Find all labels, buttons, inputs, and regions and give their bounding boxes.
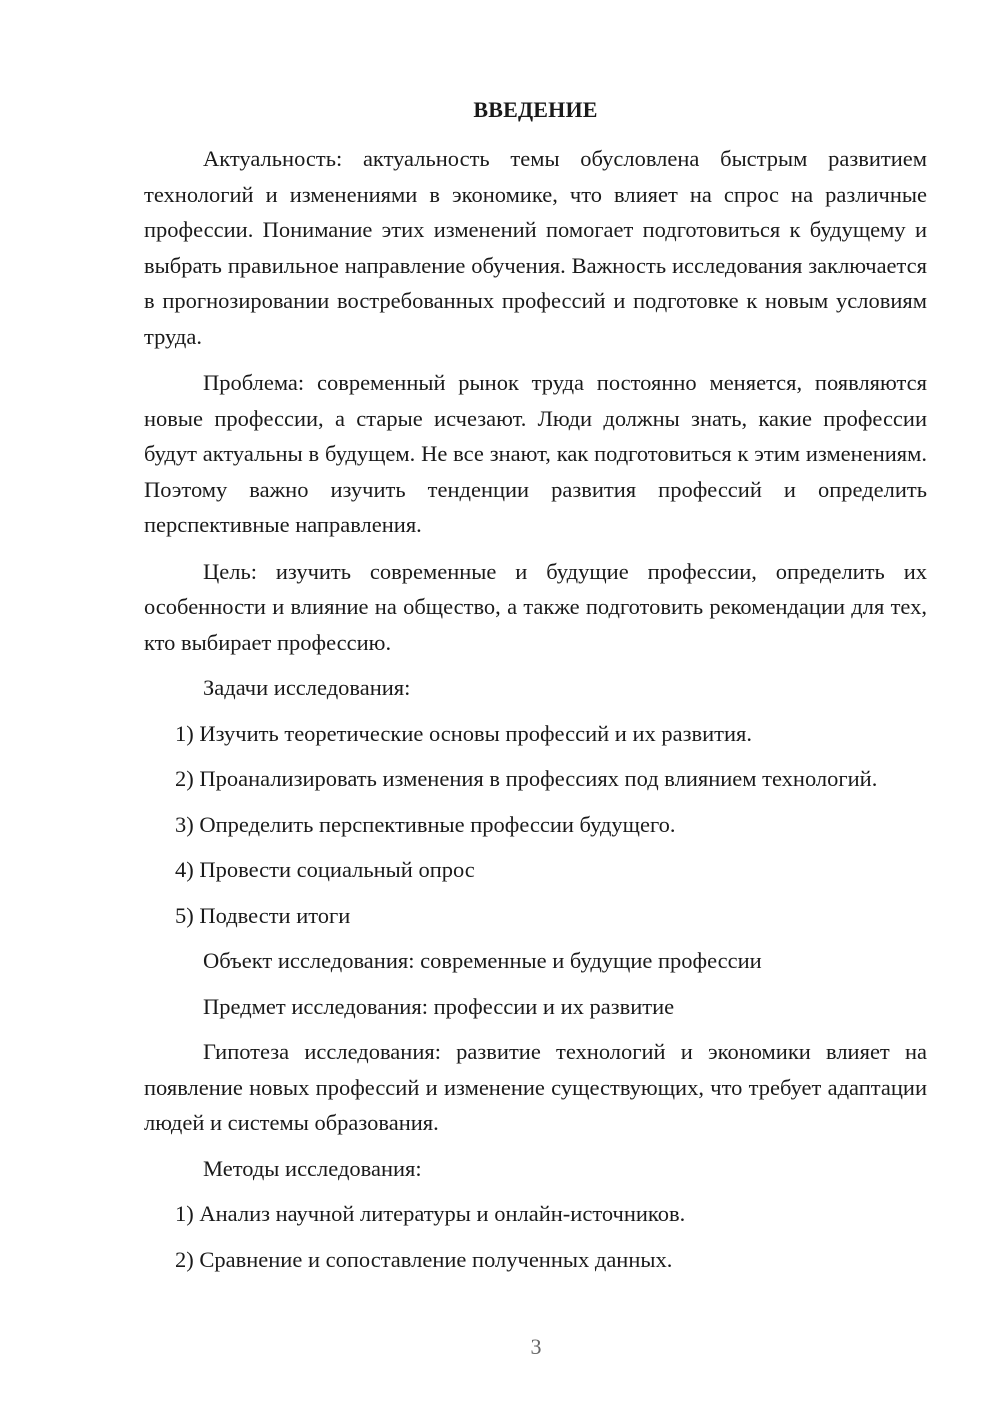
relevance-paragraph: Актуальность: актуальность темы обусловлена быстрым развитием технологий и изменениями в экономике, что влияет на спрос на различные профессии. Понимание этих изменений помогает подготовиться к будущему и выбрать правильное направление обучения. Важность исследования заключается в прогнозировании востребованных профессий и подготовке к новым условиям труда.	[144, 146, 927, 349]
task-item-4: 4) Провести социальный опрос	[175, 857, 475, 882]
subject-paragraph: Предмет исследования: профессии и их развитие	[203, 993, 675, 1019]
object-paragraph: Объект исследования: современные и будущие профессии	[203, 948, 762, 973]
problem-paragraph: Проблема: современный рынок труда постоянно меняется, появляются новые профессии, а старые исчезают. Люди должны знать, какие профессии будут актуальны в будущем. Не все знают, как подготовиться к этим изменениям. Поэтому важно изучить тенденции развития профессий и определить перспективные направления.	[144, 370, 927, 537]
task-item-2: 2) Проанализировать изменения в профессиях под влиянием технологий.	[175, 766, 878, 791]
method-item-2: 2) Сравнение и сопоставление полученных данных.	[175, 1246, 673, 1272]
task-item-3: 3) Определить перспективные профессии будущего.	[175, 811, 676, 837]
hypothesis-paragraph: Гипотеза исследования: развитие технологий и экономики влияет на появление новых профессий и изменение существующих, что требует адаптации людей и системы образования.	[144, 1039, 927, 1135]
document-page	[144, 96, 927, 1277]
tasks-heading: Задачи исследования:	[203, 675, 411, 700]
section-title: ВВЕДЕНИЕ	[473, 97, 598, 122]
methods-heading: Методы исследования:	[203, 1155, 422, 1181]
task-item-5: 5) Подвести итоги	[175, 902, 351, 928]
goal-paragraph: Цель: изучить современные и будущие профессии, определить их особенности и влияние на общество, а также подготовить рекомендации для тех, кто выбирает профессию.	[144, 558, 927, 655]
page-number: 3	[530, 1334, 542, 1359]
task-item-1: 1) Изучить теоретические основы профессий и их развития.	[175, 720, 752, 746]
method-item-1: 1) Анализ научной литературы и онлайн-источников.	[175, 1201, 686, 1226]
